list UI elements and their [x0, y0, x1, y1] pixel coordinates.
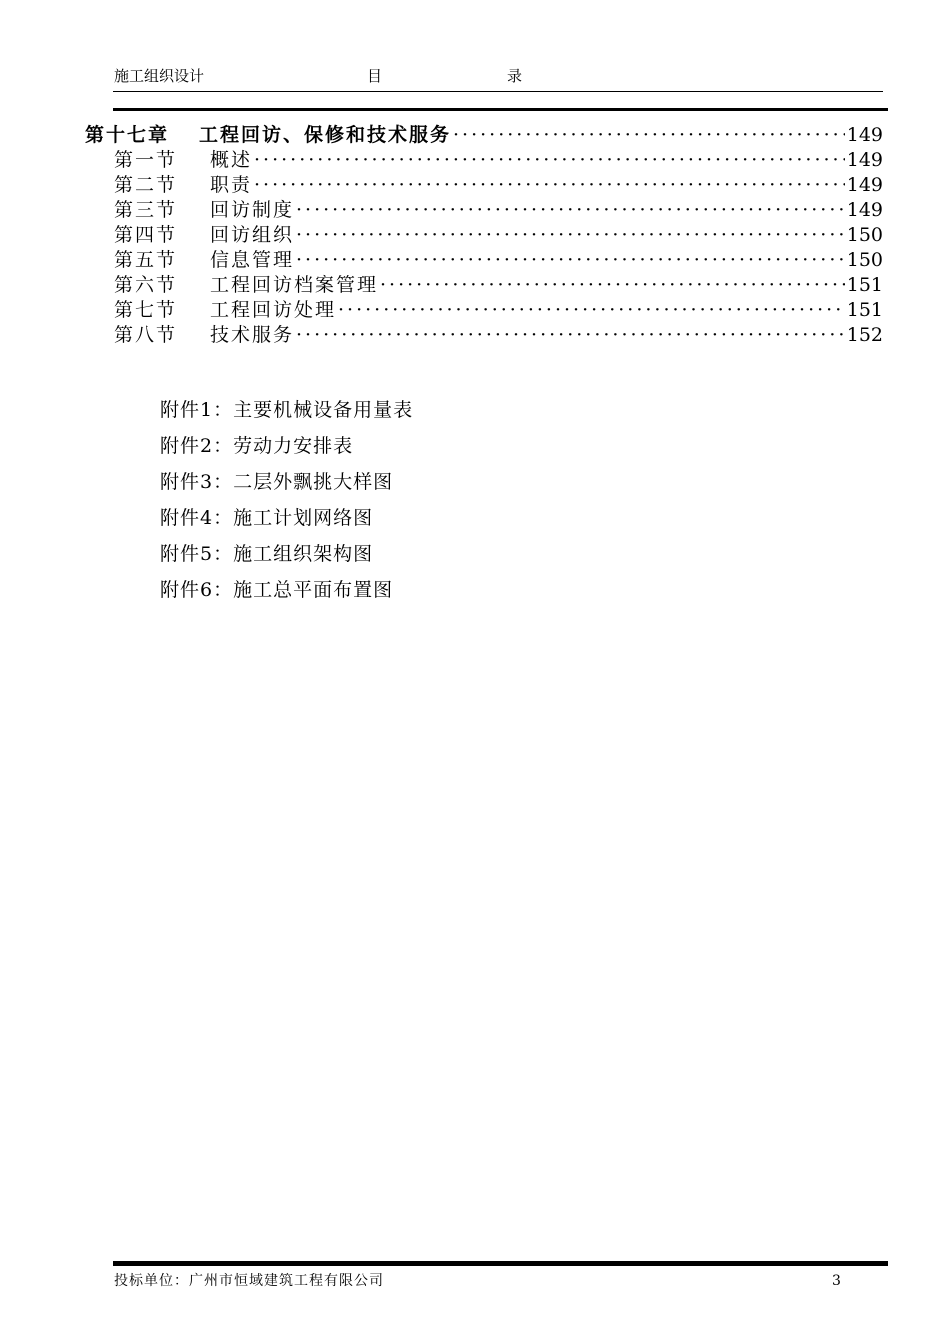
- toc-section-title: 信息管理: [210, 249, 295, 271]
- toc-dot-leader: [296, 248, 845, 273]
- toc-dot-leader: [338, 298, 845, 323]
- attachment-item: 附件5：施工组织架构图: [160, 543, 374, 565]
- toc-dot-leader: [296, 223, 845, 248]
- toc-dot-leader: [254, 173, 845, 198]
- toc-section-title: 技术服务: [210, 324, 295, 346]
- toc-section-title: 工程回访档案管理: [210, 274, 379, 296]
- footer-page-number: 3: [832, 1273, 842, 1289]
- toc-dot-leader: [296, 323, 845, 348]
- toc-section-title: 职责: [210, 174, 253, 196]
- header-contents-char-2: 录: [507, 67, 523, 85]
- header-document-title: 施工组织设计: [114, 67, 205, 85]
- toc-dot-leader: [296, 198, 845, 223]
- toc-section-title: 工程回访处理: [210, 299, 337, 321]
- toc-page-number: 151: [846, 299, 883, 321]
- toc-section-title: 概述: [210, 149, 253, 171]
- toc-page-number: 149: [846, 199, 883, 221]
- header-rule-thick: [113, 108, 888, 111]
- toc-chapter-number: 第十七章: [85, 124, 170, 146]
- attachment-item: 附件1：主要机械设备用量表: [160, 399, 414, 421]
- footer-rule: [113, 1261, 888, 1266]
- toc-section-entry[interactable]: [114, 198, 883, 223]
- toc-page-number: 149: [846, 124, 883, 146]
- toc-dot-leader: [380, 273, 845, 298]
- toc-page-number: 150: [846, 224, 883, 246]
- toc-section-number: 第三节: [114, 199, 178, 221]
- toc-section-number: 第二节: [114, 174, 178, 196]
- toc-page-number: 150: [846, 249, 883, 271]
- header-contents-char-1: 目: [367, 67, 383, 85]
- toc-page-number: 151: [846, 274, 883, 296]
- toc-section-entry[interactable]: [114, 273, 883, 298]
- toc-section-entry[interactable]: [114, 248, 883, 273]
- toc-section-number: 第四节: [114, 224, 178, 246]
- toc-section-entry[interactable]: [114, 223, 883, 248]
- attachment-item: 附件6：施工总平面布置图: [160, 579, 394, 601]
- toc-section-title: 回访组织: [210, 224, 295, 246]
- toc-chapter-entry[interactable]: [85, 123, 883, 148]
- attachment-item: 附件2：劳动力安排表: [160, 435, 354, 457]
- toc-chapter-title: 工程回访、保修和技术服务: [199, 124, 452, 146]
- toc-section-number: 第八节: [114, 324, 178, 346]
- toc-section-number: 第一节: [114, 149, 178, 171]
- attachment-item: 附件4：施工计划网络图: [160, 507, 374, 529]
- toc-section-entry[interactable]: [114, 323, 883, 348]
- toc-section-entry[interactable]: [114, 173, 883, 198]
- toc-dot-leader: [453, 123, 845, 148]
- toc-section-number: 第七节: [114, 299, 178, 321]
- attachment-item: 附件3：二层外飘挑大样图: [160, 471, 394, 493]
- toc-page-number: 149: [846, 174, 883, 196]
- toc-dot-leader: [254, 148, 845, 173]
- toc-page-number: 149: [846, 149, 883, 171]
- footer-company: 投标单位：广州市恒域建筑工程有限公司: [114, 1273, 384, 1289]
- toc-section-title: 回访制度: [210, 199, 295, 221]
- toc-section-number: 第五节: [114, 249, 178, 271]
- toc-page-number: 152: [846, 324, 883, 346]
- toc-section-number: 第六节: [114, 274, 178, 296]
- toc-section-entry[interactable]: [114, 298, 883, 323]
- toc-section-entry[interactable]: [114, 148, 883, 173]
- header-rule-thin: [113, 91, 883, 92]
